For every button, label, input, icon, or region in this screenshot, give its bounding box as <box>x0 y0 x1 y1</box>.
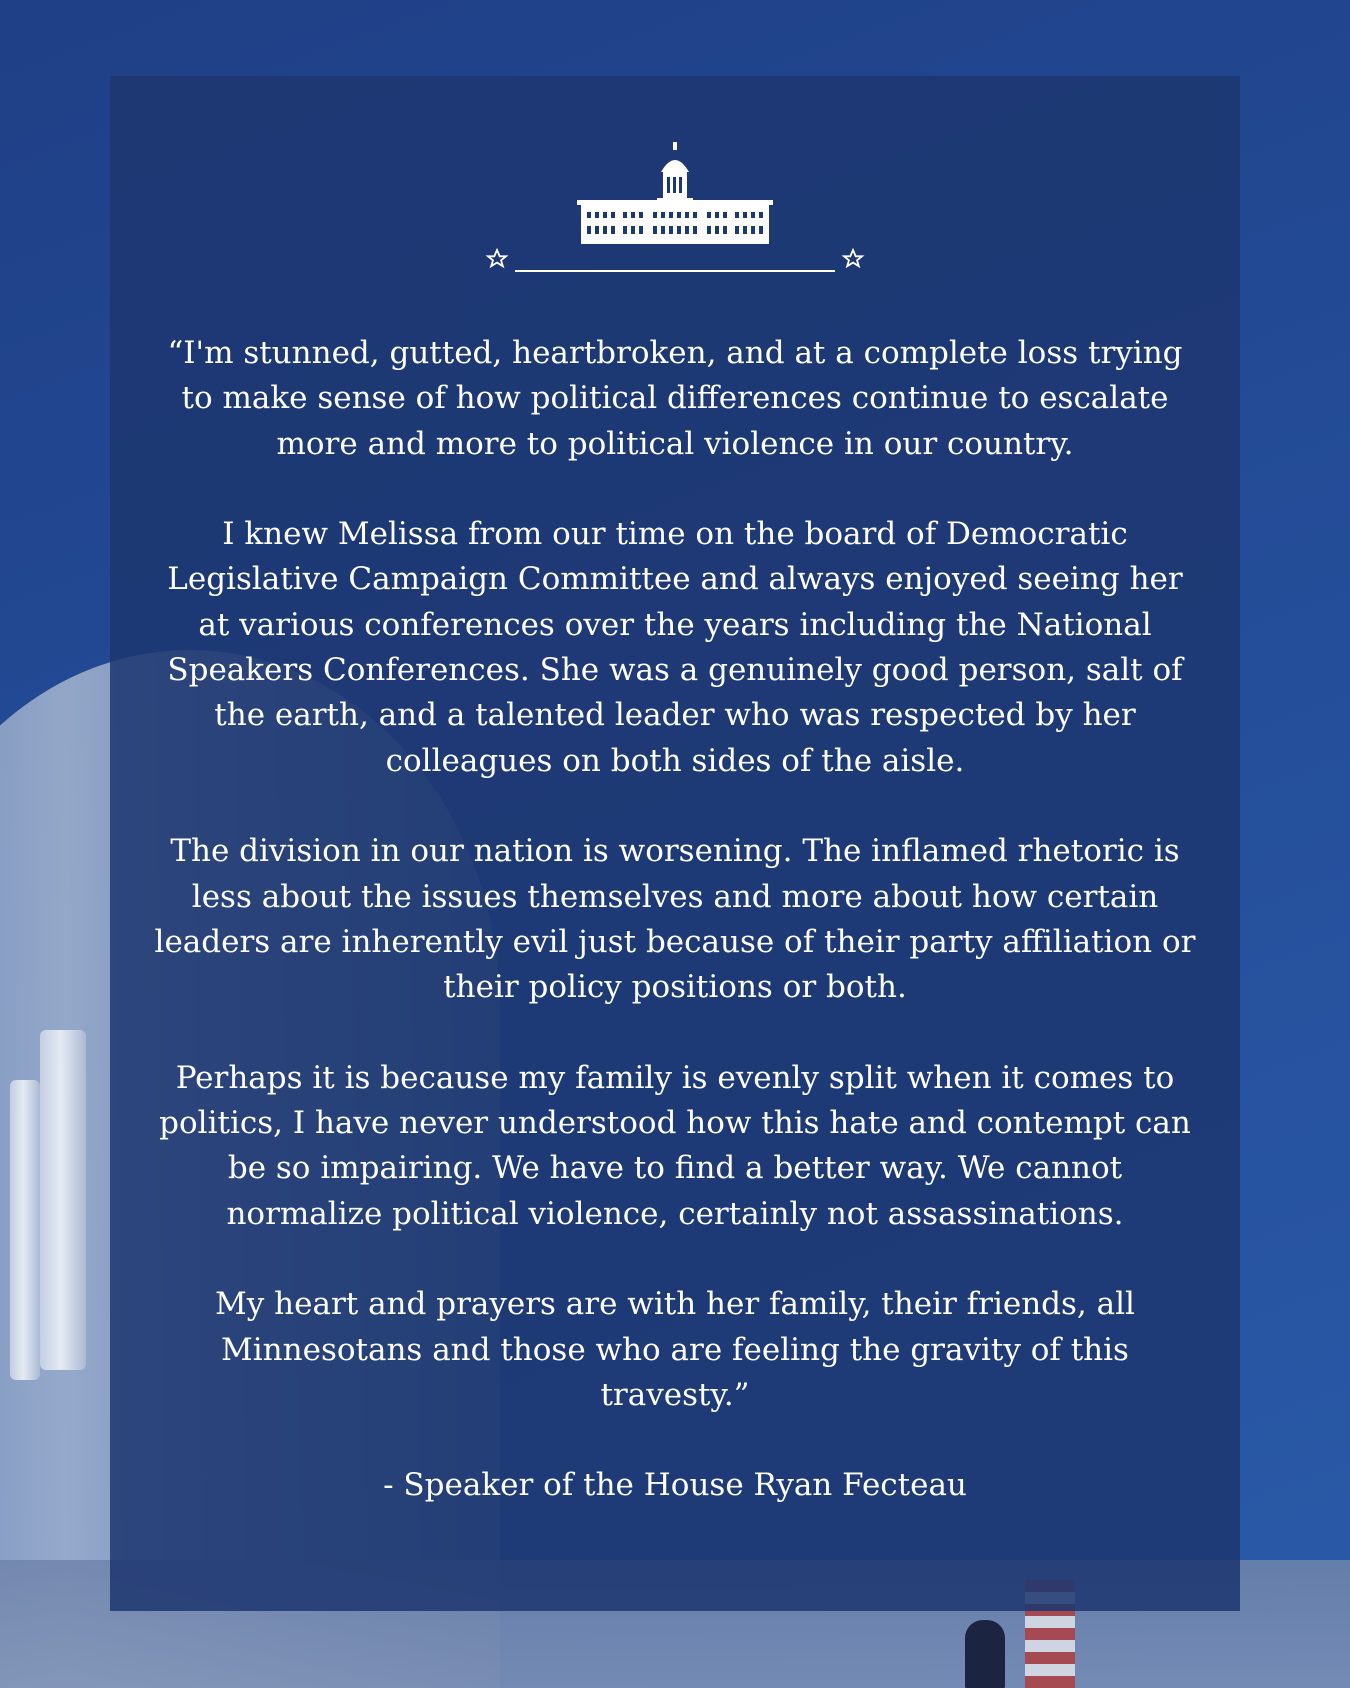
column <box>40 1030 86 1370</box>
statement-paragraph: My heart and prayers are with her family, their friends, all Minnesotans and those who are feeling the gravity of this travesty.” <box>215 1286 1135 1413</box>
finial-ornament <box>965 1620 1005 1688</box>
statement-paragraph: “I'm stunned, gutted, heartbroken, and at a complete loss trying to make sense of how political differences continue to escalate more and more to political violence in our country. <box>167 335 1183 462</box>
column <box>10 1080 40 1380</box>
capitol-building-icon <box>485 142 865 282</box>
statement-paragraph: I knew Melissa from our time on the board of Democratic Legislative Campaign Committee and always enjoyed seeing her at various conferences over the years including the National Speakers Conferences. She was a genuinely good person, salt of the earth, and a talented leader who was respected by her colleagues on both sides of the aisle. <box>167 516 1183 779</box>
statement-text <box>150 331 1200 1509</box>
statement-panel <box>110 76 1240 1611</box>
attribution: - Speaker of the House Ryan Fecteau <box>383 1467 967 1504</box>
star-icon <box>488 250 506 266</box>
star-icon <box>844 250 862 266</box>
emblem <box>485 142 865 282</box>
statement-paragraph: The division in our nation is worsening. The inflamed rhetoric is less about the issues themselves and more about how certain leaders are inherently evil just because of their party affiliation or their policy positions or both. <box>154 833 1196 1006</box>
statement-paragraph: Perhaps it is because my family is evenly split when it comes to politics, I have never understood how this hate and contempt can be so impairing. We have to find a better way. We cannot normalize political violence, certainly not assassinations. <box>159 1059 1191 1232</box>
